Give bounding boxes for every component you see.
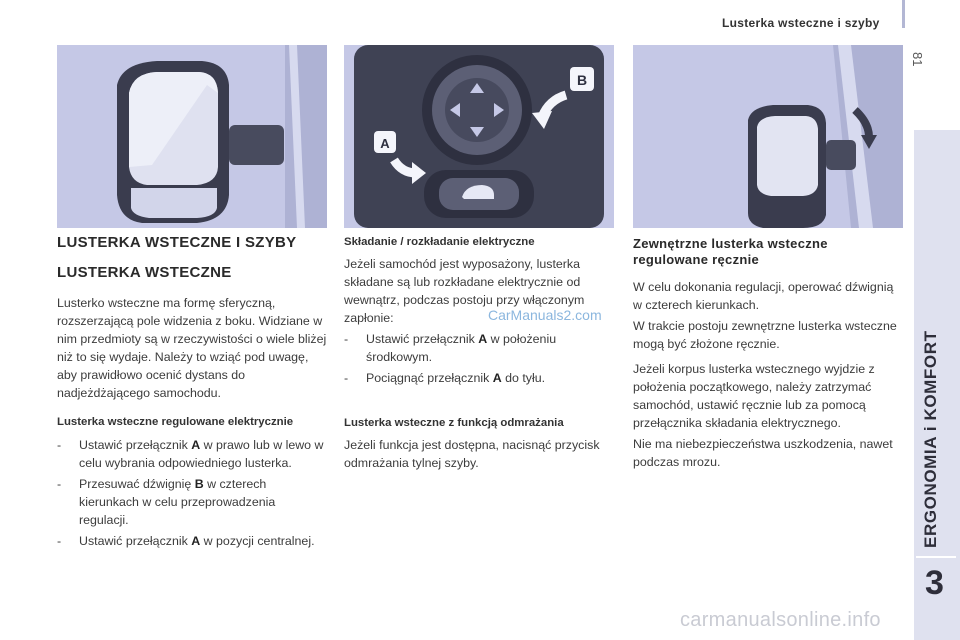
column-3 [633,236,903,474]
section-divider [916,556,956,558]
label-b: B [576,72,588,88]
label-a: A [380,136,390,151]
paragraph: Nie ma niebezpieczeństwa uszkodzenia, nawet podczas mrozu. [633,437,893,469]
bullet-item: - Ustawić przełącznik A w prawo lub w lewo w celu wybrania odpowiedniego lusterka. [57,438,324,470]
running-title: Lusterka wsteczne i szyby [722,16,880,30]
paragraph: W trakcie postoju zewnętrzne lusterka wsteczne mogą być złożone ręcznie. [633,319,897,351]
paragraph: Jeżeli korpus lusterka wstecznego wyjdzie z położenia początkowego, należy zatrzymać samochód, ustawić ręcznie lub za pomocą przełącznika składania elektrycznego. [633,362,875,430]
bullet-item: - Przesuwać dźwignię B w czterech kierunkach w celu przeprowadzenia regulacji. [57,477,276,527]
fold-heading: Składanie / rozkładanie elektryczne [344,236,535,248]
page-number: 81 [910,52,925,67]
main-title: LUSTERKA WSTECZNE I SZYBY [57,234,297,251]
control-panel-photo [344,45,614,228]
column-2 [344,236,612,475]
column-1 [57,234,327,553]
fold-text: Jeżeli samochód jest wyposażony, lusterka składane są lub rozkładane elektrycznie od wewnątrz, podczas postoju przy włączonym zapłonie: [344,257,585,325]
watermark-center: CarManuals2.com [488,307,602,323]
manual-heading: Zewnętrzne lusterka wsteczne regulowane ręcznie [633,236,828,267]
sub-title: LUSTERKA WSTECZNE [57,264,232,281]
intro-text: Lusterko wsteczne ma formę sferyczną, rozszerzającą pole widzenia z boku. Widziane w nim przedmioty są w rzeczywistości o wiele bliżej niż to się wydaje. Należy to wziąć pod uwagę, aby prawidłowo ocenić dystans do nadjeżdżającego samochodu. [57,296,327,400]
defrost-text: Jeżeli funkcja jest dostępna, nacisnąć przycisk odmrażania tylnej szyby. [344,438,600,470]
mirror-photo [57,45,327,228]
bullet-item: - Ustawić przełącznik A w pozycji centralnej. [57,534,315,548]
folded-mirror-photo [633,45,903,228]
header-divider [902,0,905,28]
bullet-item: - Pociągnąć przełącznik A do tyłu. [344,371,546,385]
defrost-heading: Lusterka wsteczne z funkcją odmrażania [344,417,564,429]
paragraph: W celu dokonania regulacji, operować dźwignią w czterech kierunkach. [633,280,894,312]
section-title: ERGONOMIA i KOMFORT [921,330,940,548]
electric-heading: Lusterka wsteczne regulowane elektrycznie [57,416,294,428]
bullet-item: - Ustawić przełącznik A w położeniu środkowym. [344,332,557,364]
chapter-number: 3 [925,564,944,602]
watermark-footer: carmanualsonline.info [680,609,881,631]
